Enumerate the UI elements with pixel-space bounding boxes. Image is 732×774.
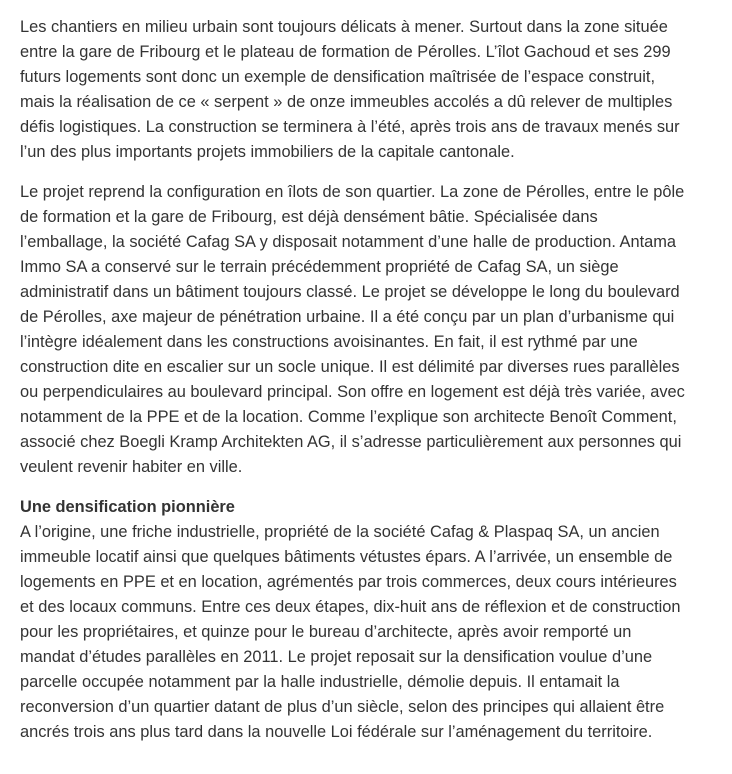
paragraph-densification [20, 495, 716, 745]
text-line: associé chez Boegli Kramp Architekten AG, il s’adresse particulièrement aux personnes qui [20, 433, 682, 451]
text-line: Les chantiers en milieu urbain sont toujours délicats à mener. Surtout dans la zone située [20, 18, 668, 36]
text-line: mandat d’études parallèles en 2011. Le projet reposait sur la densification voulue d’une [20, 648, 653, 666]
text-line: entre la gare de Fribourg et le plateau de formation de Pérolles. L’îlot Gachoud et ses 299 [20, 43, 671, 61]
text-line: immeuble locatif ainsi que quelques bâtiments vétustes épars. A l’arrivée, un ensemble de [20, 548, 673, 566]
text-line: construction dite en escalier sur un socle unique. Il est délimité par diverses rues parallèles [20, 358, 680, 376]
text-line: défis logistiques. La construction se terminera à l’été, après trois ans de travaux menés sur [20, 118, 680, 136]
text-line: mais la réalisation de ce « serpent » de onze immeubles accolés a dû relever de multiples [20, 93, 673, 111]
text-line: administratif dans un bâtiment toujours classé. Le projet se développe le long du boulevard [20, 283, 680, 301]
text-line: A l’origine, une friche industrielle, propriété de la société Cafag & Plaspaq SA, un ancien [20, 523, 660, 541]
text-line: parcelle occupée notamment par la halle industrielle, démolie depuis. Il entamait la [20, 673, 620, 691]
text-line: Immo SA a conservé sur le terrain précédemment propriété de Cafag SA, un siège [20, 258, 619, 276]
paragraph-intro [20, 15, 716, 165]
text-line: pour les propriétaires, et quinze pour le bureau d’architecte, après avoir remporté un [20, 623, 632, 641]
section-heading: Une densification pionnière [20, 498, 235, 516]
text-line: logements en PPE et en location, agrémentés par trois commerces, deux cours intérieures [20, 573, 677, 591]
paragraph-project [20, 180, 716, 480]
text-line: l’un des plus importants projets immobiliers de la capitale cantonale. [20, 143, 515, 161]
text-line: Le projet reprend la configuration en îlots de son quartier. La zone de Pérolles, entre le pôle [20, 183, 685, 201]
text-line: notamment de la PPE et de la location. Comme l’explique son architecte Benoît Comment, [20, 408, 677, 426]
text-line: et des locaux communs. Entre ces deux étapes, dix-huit ans de réflexion et de construction [20, 598, 681, 616]
text-line: de formation et la gare de Fribourg, est déjà densément bâtie. Spécialisée dans [20, 208, 598, 226]
text-line: ancrés trois ans plus tard dans la nouvelle Loi fédérale sur l’aménagement du territoire. [20, 723, 653, 741]
text-line: veulent revenir habiter en ville. [20, 458, 243, 476]
article-body [20, 15, 716, 760]
text-line: l’emballage, la société Cafag SA y disposait notamment d’une halle de production. Antama [20, 233, 677, 251]
text-line: reconversion d’un quartier datant de plus d’un siècle, selon des principes qui allaient être [20, 698, 665, 716]
text-line: futurs logements sont donc un exemple de densification maîtrisée de l’espace construit, [20, 68, 656, 86]
text-line: ou perpendiculaires au boulevard principal. Son offre en logement est déjà très variée, avec [20, 383, 685, 401]
text-line: de Pérolles, axe majeur de pénétration urbaine. Il a été conçu par un plan d’urbanisme qui [20, 308, 675, 326]
text-line: l’intègre idéalement dans les constructions avoisinantes. En fait, il est rythmé par une [20, 333, 638, 351]
